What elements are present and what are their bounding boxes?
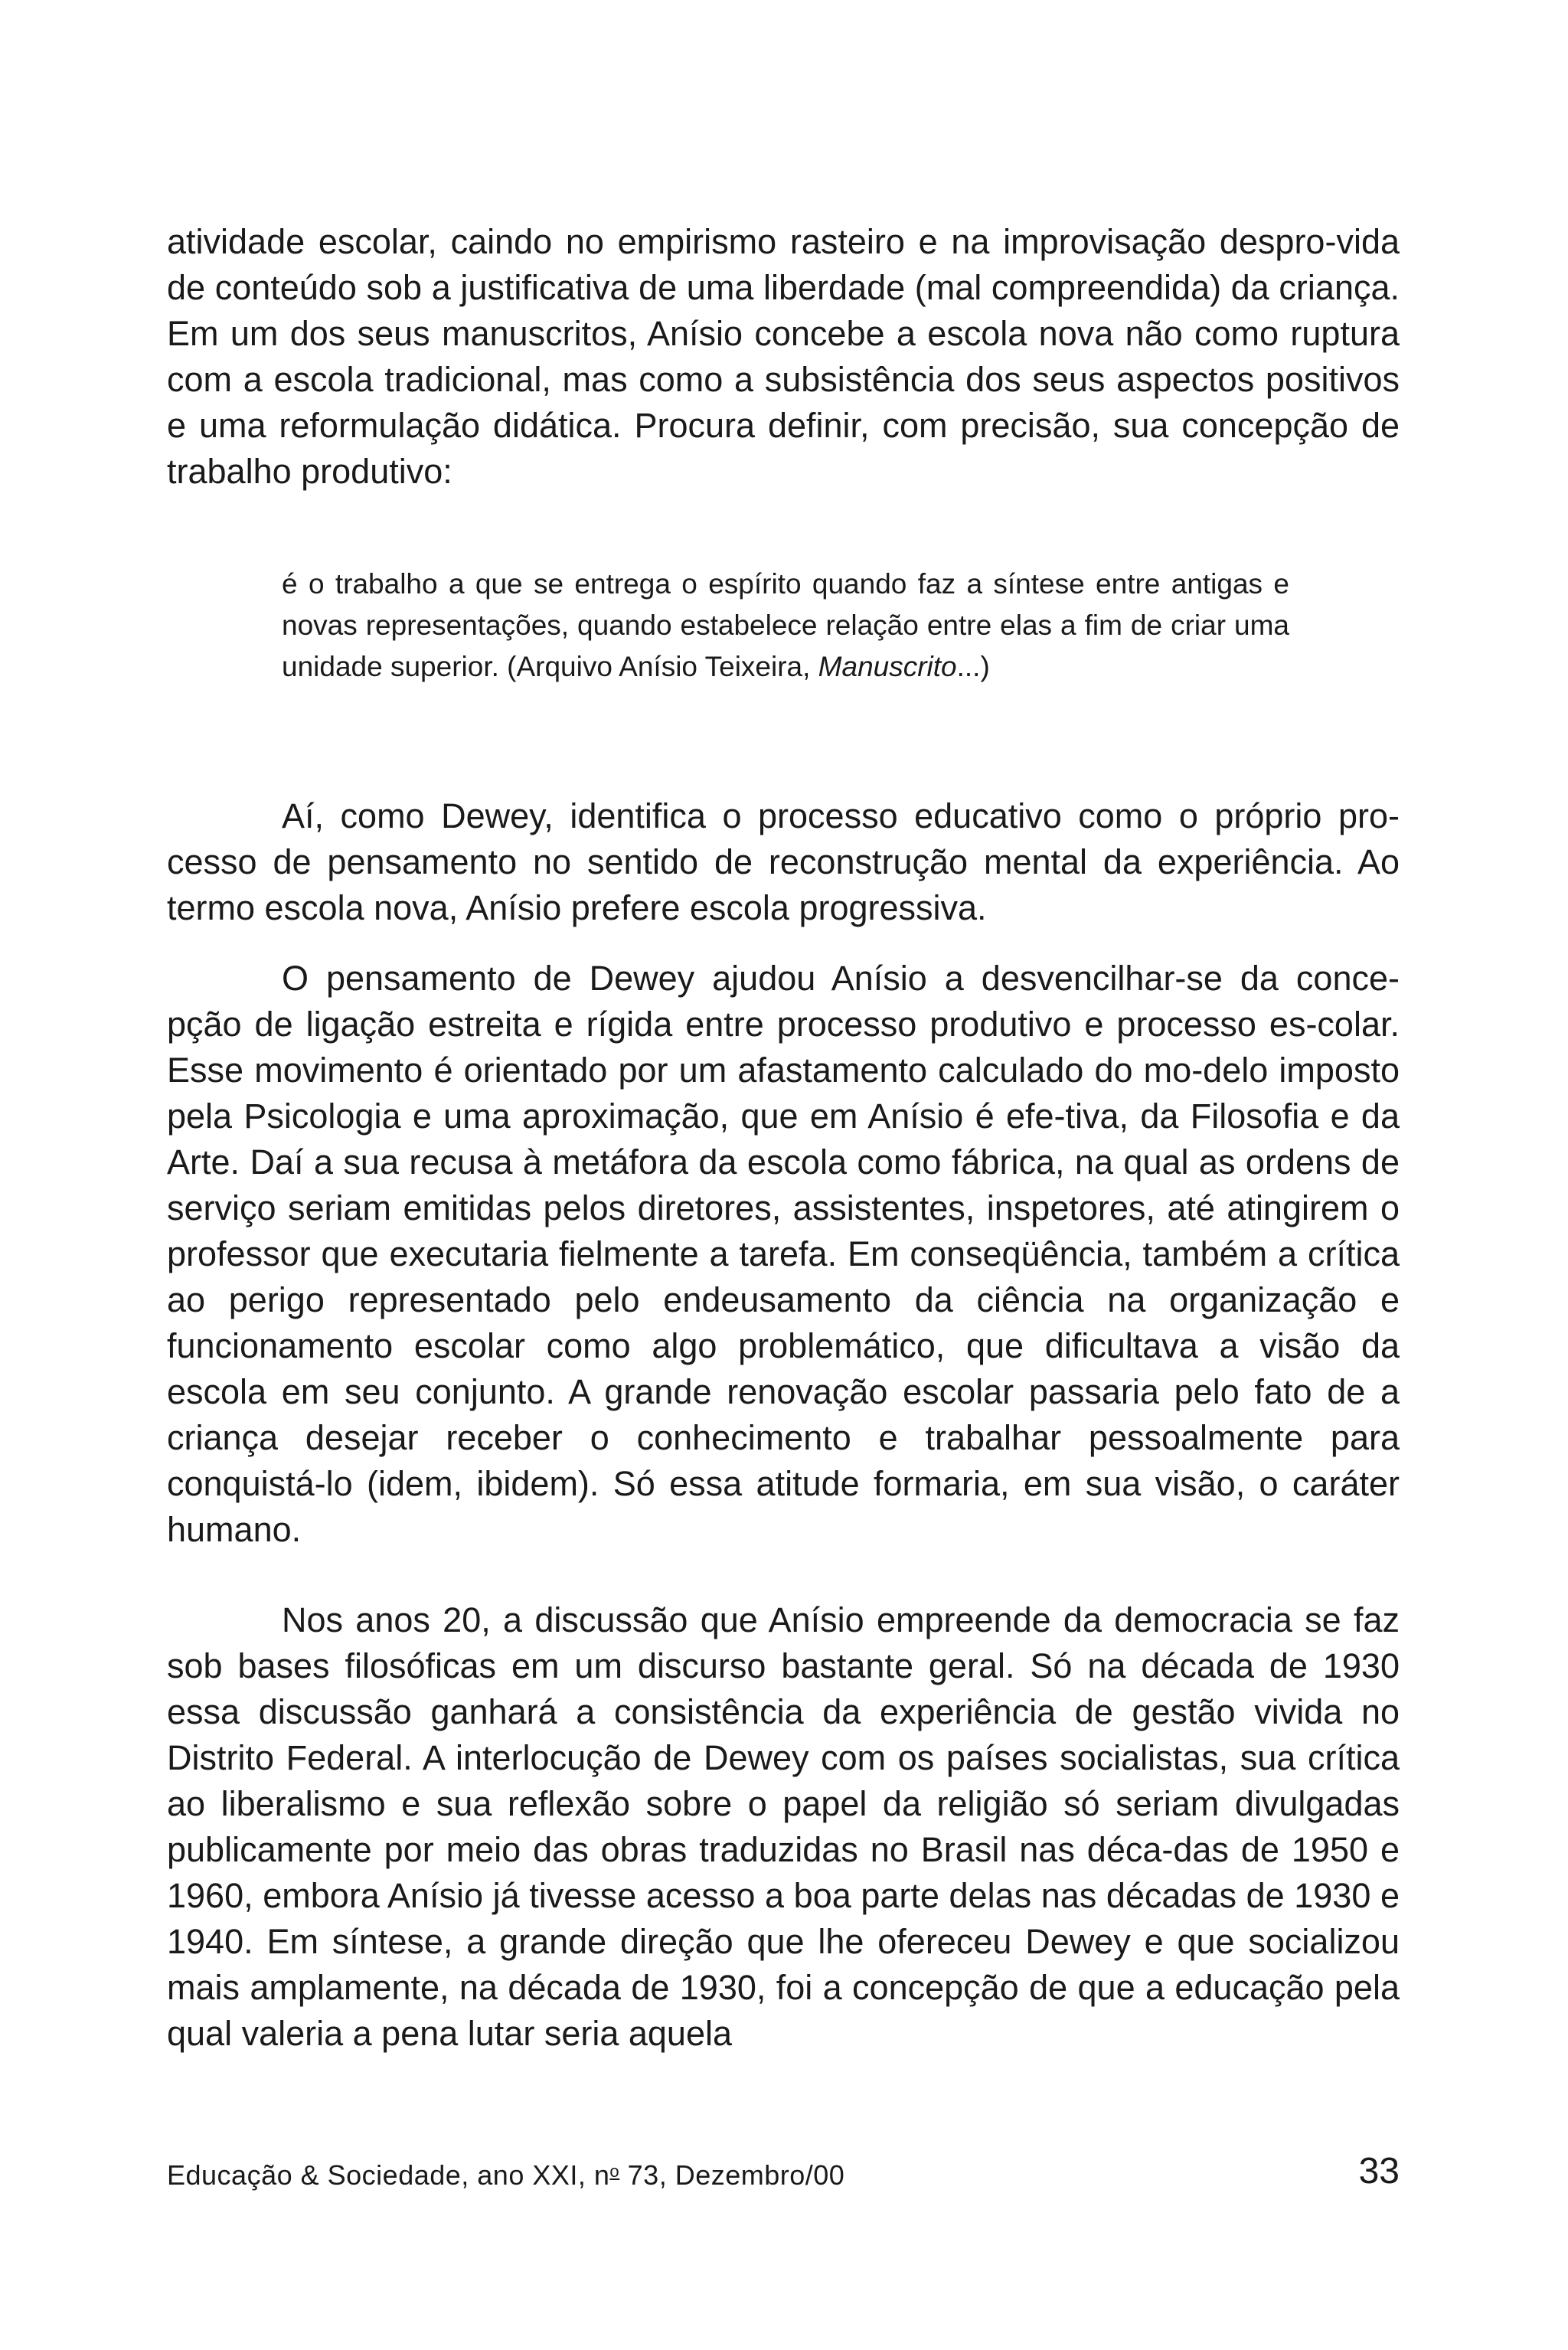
- block-quote: [282, 564, 1289, 688]
- journal-prefix: Educação & Sociedade, ano XXI, n: [167, 2159, 610, 2191]
- paragraph-text: O pensamento de Dewey ajudou Anísio a desvencilhar-se da conce-pção de ligação estreita e rígida entre processo produtivo e processo es-colar. Esse movimento é orientado por um afastamento calculado do mo-delo imposto pela Psicologia e uma aproximação, que em Anísio é efe-tiva, da Filosofia e da Arte. Daí a sua recusa à metáfora da escola como fábrica, na qual as ordens de serviço seriam emitidas pelos diretores, assistentes, inspetores, até atingirem o professor que executaria fielmente a tarefa. Em conseqüência, também a crítica ao perigo representado pelo endeusamento da ciência na organização e funcionamento escolar como algo problemático, que dificultava a visão da escola em seu conjunto. A grande renovação escolar passaria pelo fato de a criança desejar receber o conhecimento e trabalhar pessoalmente para conquistá-lo (idem, ibidem). Só essa atitude formaria, em sua visão, o caráter humano.: [167, 959, 1400, 1549]
- quote-source-italic: Manuscrito: [818, 651, 957, 682]
- paragraph-text: atividade escolar, caindo no empirismo rasteiro e na improvisação despro-vida de conteúdo sob a justificativa de uma liberdade (mal compreendida) da criança. Em um dos seus manuscritos, Anísio concebe a escola nova não como ruptura com a escola tradicional, mas como a subsistência dos seus aspectos positivos e uma reformulação didática. Procura definir, com precisão, sua concepção de trabalho produtivo:: [167, 222, 1400, 491]
- journal-citation: [167, 2153, 844, 2194]
- paragraph-text: Aí, como Dewey, identifica o processo educativo como o próprio pro-cesso de pensamento no sentido de reconstrução mental da experiência. Ao termo escola nova, Anísio prefere escola progressiva.: [167, 796, 1400, 927]
- page-number: 33: [1358, 2151, 1400, 2191]
- journal-suffix: 73, Dezembro/00: [619, 2159, 845, 2191]
- quote-text: é o trabalho a que se entrega o espírito quando faz a síntese entre antigas e novas representações, quando estabelece relação entre elas a fim de criar uma unidade superior. (Arquivo Anísio Teixeira,: [282, 568, 1289, 682]
- paragraph-text: Nos anos 20, a discussão que Anísio empreende da democracia se faz sob bases filosóficas em um discurso bastante geral. Só na década de 1930 essa discussão ganhará a consistência da experiência de gestão vivida no Distrito Federal. A interlocução de Dewey com os países socialistas, sua crítica ao liberalismo e sua reflexão sobre o papel da religião só seriam divulgadas publicamente por meio das obras traduzidas no Brasil nas déca-das de 1950 e 1960, embora Anísio já tivesse acesso a boa parte delas nas décadas de 1930 e 1940. Em síntese, a grande direção que lhe ofereceu Dewey e que socializou mais amplamente, na década de 1930, foi a concepção de que a educação pela qual valeria a pena lutar seria aquela: [167, 1600, 1400, 2053]
- quote-end: ...): [956, 651, 990, 682]
- body-paragraph-4: [167, 1597, 1400, 2057]
- body-paragraph-3: [167, 956, 1400, 1553]
- body-paragraph-1: [167, 219, 1400, 495]
- body-paragraph-2: [167, 793, 1400, 931]
- page-footer: [167, 2149, 1400, 2195]
- journal-number-sup: o: [609, 2162, 620, 2181]
